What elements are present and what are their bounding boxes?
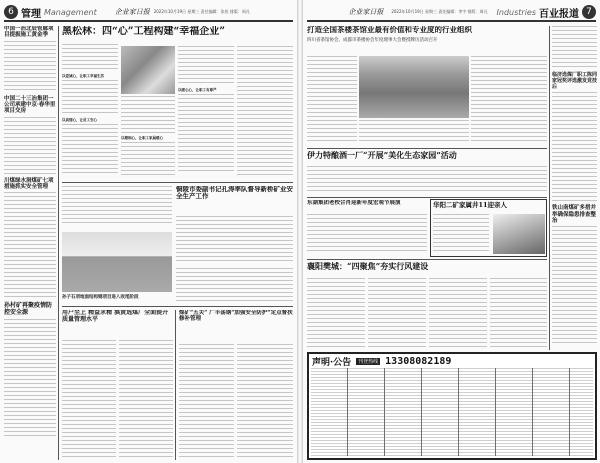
left-col-body-2 (4, 117, 56, 175)
right-story-left-headline: 东湖集团老校合肖迎新年度宏观节展演 (307, 200, 401, 206)
left-main-body-a3 (62, 124, 118, 174)
left-main-sub-4: 以暖心心，让职工有尊严 (178, 88, 217, 92)
left-story4-col-b (237, 344, 293, 460)
right-lead-body-b (359, 120, 469, 144)
right-side-rule (549, 26, 550, 350)
left-story2-block (62, 186, 172, 230)
left-story2-headline: 铜陵市委副书记孔涛率队督导新桥矿业安全生产工作 (176, 186, 293, 201)
right-side-body-0 (552, 26, 597, 70)
right-wine-headline-block (307, 151, 547, 165)
right-masthead: 企业家日报 (348, 8, 384, 16)
left-main-body-a2 (62, 80, 118, 116)
left-main-body-c1 (178, 46, 234, 86)
right-lead-col-a (307, 56, 357, 146)
left-col-headline-4: 孙村矿再聚疫情防控安全源 (4, 302, 53, 317)
right-hrule-3 (307, 259, 547, 260)
left-main-photo (121, 46, 175, 94)
right-xiangyang-body-d (490, 278, 547, 348)
left-story3-body-a (62, 340, 116, 458)
right-meeting-photo (359, 56, 469, 118)
left-main-body-d (237, 46, 293, 176)
left-side-column (4, 26, 56, 460)
left-page (0, 0, 297, 463)
right-side-body-2 (552, 226, 597, 346)
ad-phone: 13308082189 (385, 356, 452, 367)
right-page-number: 7 (582, 5, 596, 19)
left-photo-caption: 孙子石项地面结构钢项目进入收尾阶段 (62, 295, 139, 300)
left-story4-body-a (179, 344, 234, 458)
left-story2-body-lines (176, 216, 293, 264)
right-hrule-1 (307, 148, 547, 149)
right-side-headline-1: 临济选煤厂职工陈同家冠奖评选激发竞技后 (552, 72, 597, 90)
right-boxed-photo (493, 214, 545, 254)
left-col-body-1 (4, 41, 56, 93)
left-story4-col-a (179, 344, 234, 460)
left-col-body-4 (4, 319, 56, 439)
right-story-left-headline-block (307, 200, 427, 212)
left-page-header (4, 4, 293, 22)
left-story2-body-pre (62, 186, 172, 226)
left-story2-body (176, 216, 293, 266)
right-story-left-body (307, 214, 427, 254)
right-side-headline-2: 铁山南煤矿多措并举确保隐患排查整治 (552, 205, 597, 224)
right-side-body-1 (552, 92, 597, 202)
classified-ad-block (307, 352, 597, 460)
right-section-title: 百业报道 (539, 8, 579, 20)
left-story3-headline-block (62, 310, 174, 336)
left-main-sub-2: 以真情心，让员工安心 (62, 118, 97, 122)
left-masthead: 企业家日报 (114, 8, 150, 16)
ad-label: 刊登热线 (358, 359, 379, 365)
right-date-line: 2022年10月19日 星期三 责任编辑：李宇 排版：周凡 (391, 9, 488, 14)
left-main-body-c2 (178, 94, 234, 174)
left-story3-headline: 用户至上 精益求精 滇黄选煤厂全面提升质量管理水平 (62, 310, 169, 323)
left-story4-headline: 煤矿“五关” 广丰荡钢“加强安全防护”定点督扶修补管理 (179, 310, 293, 323)
left-story4-body-b (237, 344, 293, 458)
ad-listings-grid (311, 368, 593, 456)
right-wine-headline: 伊力特酿酒一厂“开展”美化生态家园”活动 (307, 151, 457, 160)
left-col-headline-2: 中国二十三冶集团一公司承建中京·春华里项目交房 (4, 95, 56, 115)
left-main-sub-1: 以爱诚心，让职工幸福生活 (62, 74, 104, 78)
left-main-headline-block (62, 26, 294, 46)
left-main-col-b (121, 96, 175, 180)
left-main-headline: 黑松林：四“心”工程构建“幸福企业” (62, 26, 226, 37)
left-story3-col-a (62, 340, 116, 460)
right-story-left-body-lines (307, 214, 427, 252)
left-date-line: 2022年10月19日 星期三 责任编辑：张恒 排版：周凡 (153, 9, 250, 14)
left-photo-caption-block (62, 294, 182, 304)
right-xiangyang-body-b (368, 278, 426, 348)
right-boxed-body (433, 214, 489, 254)
right-wine-body (307, 166, 547, 196)
left-col-body-3 (4, 192, 56, 300)
right-side-column (552, 26, 597, 350)
left-section-title: 管理 (21, 8, 41, 20)
right-section-en: Industries (496, 7, 536, 17)
left-main-col-c (178, 46, 234, 180)
right-lead-col-b (359, 120, 469, 146)
left-page-number: 6 (4, 5, 18, 19)
right-xiangyang-body-a (307, 278, 365, 348)
left-story2-body-lines-2 (176, 268, 293, 302)
right-xiangyang-col-b (368, 278, 426, 350)
right-xiangyang-col-c (429, 278, 487, 350)
left-story2-body-2 (176, 268, 293, 304)
left-column-rule (58, 26, 59, 460)
left-story2-headline-block (176, 186, 293, 216)
left-construction-photo (62, 232, 172, 292)
right-xiangyang-headline: 襄阳樊城：“四聚焦”夯实行风建设 (307, 262, 429, 271)
left-hrule-1 (62, 182, 293, 183)
right-xiangyang-headline-block (307, 262, 547, 276)
right-lead-subhead: 四川省茶馆协会、成都市茶楼协会年度理事大会暨授牌历活动召开 (307, 37, 438, 43)
ad-header (312, 355, 451, 368)
ad-brand: 声明·公告 (312, 358, 352, 368)
right-wine-body-lines (307, 166, 547, 194)
right-xiangyang-col-a (307, 278, 365, 350)
right-lead-col-c (471, 56, 547, 146)
left-main-col-a (62, 44, 118, 180)
left-section-en: Management (44, 7, 97, 17)
left-main-body-a1 (62, 44, 118, 72)
left-col-headline-1: 中国一冶北辰管廊项目提振施工黄金季 (4, 26, 54, 39)
right-boxed-story (430, 199, 547, 257)
left-story4-headline-block (179, 310, 293, 340)
right-boxed-headline: 华阳二矿家属井11迎亲人 (433, 201, 508, 209)
left-hrule-2 (62, 306, 293, 307)
right-lead-headline-block (307, 26, 547, 56)
right-page-header (307, 4, 596, 22)
right-lead-body-a (307, 56, 357, 144)
left-story3-body-b (119, 340, 173, 458)
right-xiangyang-body-c (429, 278, 487, 348)
left-col-headline-3: 川煤绿水洞煤矿七项措施抓实安全管理 (4, 177, 54, 190)
right-lead-body-c (471, 56, 547, 144)
left-main-body-b2 (121, 142, 175, 178)
left-main-body-b1 (121, 96, 175, 134)
left-main-sub-3: 以精细心，让职工家属暖心 (121, 136, 163, 140)
right-xiangyang-col-d (490, 278, 547, 350)
right-lead-headline: 打造全国茶楼茶馆业最有价值和专业度的行业组织 (307, 26, 472, 34)
left-main-col-d (237, 46, 293, 180)
left-vrule-3 (175, 310, 176, 460)
right-hrule-2 (307, 197, 547, 198)
left-story3-col-b (119, 340, 173, 460)
right-page (303, 0, 600, 463)
